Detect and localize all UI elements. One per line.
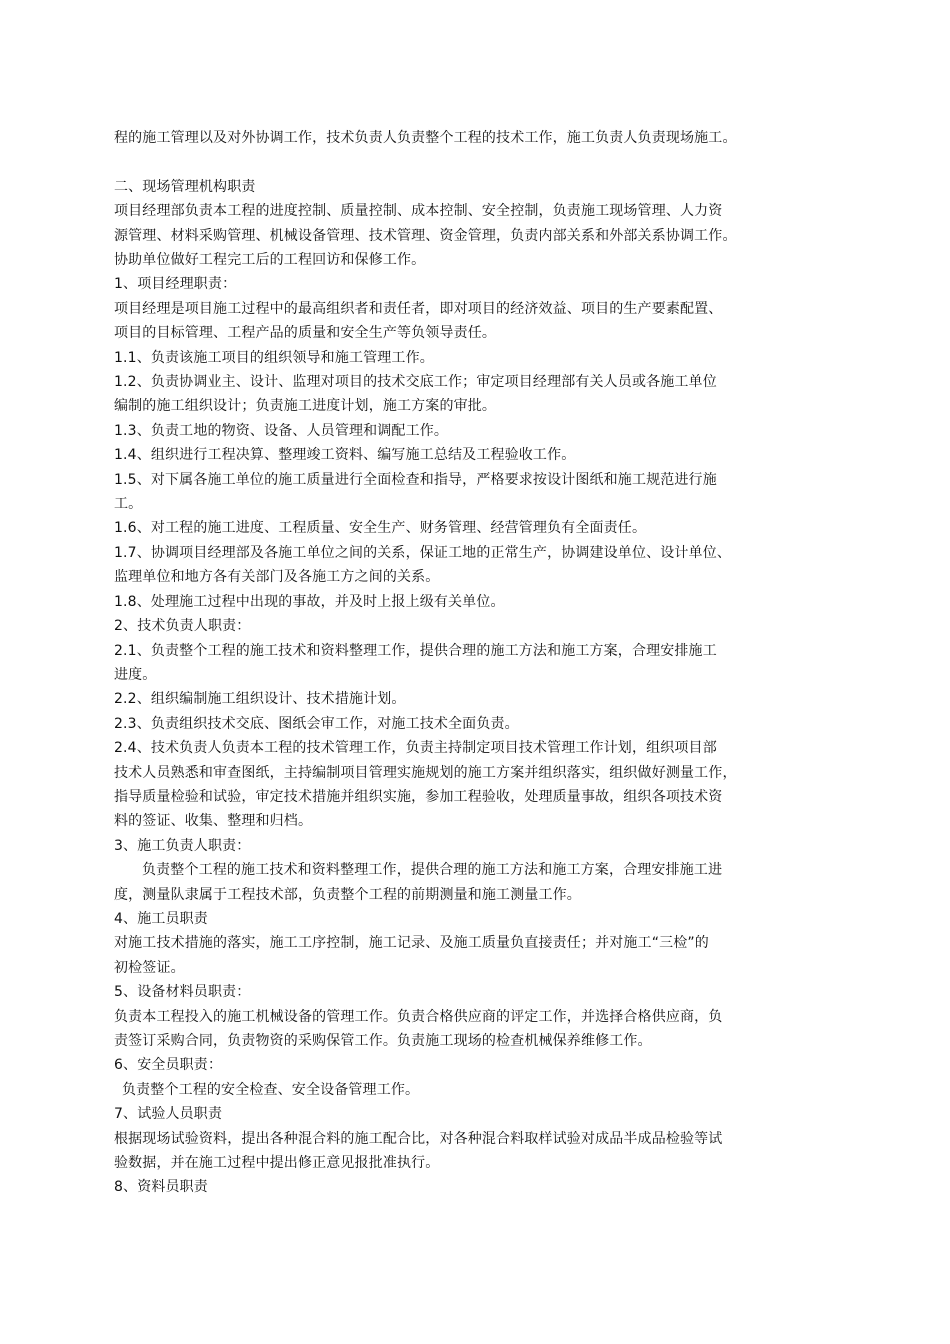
list-item: 1.6、对工程的施工进度、工程质量、安全生产、财务管理、经营管理负有全面责任。 [114,520,647,537]
paragraph-line: 初检签证。 [114,959,185,976]
paragraph-line: 项目的目标管理、工程产品的质量和安全生产等负领导责任。 [114,325,497,342]
list-item: 1.2、负责协调业主、设计、监理对项目的技术交底工作；审定项目经理部有关人员或各施工单位 [114,374,717,391]
subsection-heading: 4、施工员职责 [114,910,208,927]
list-item: 1.3、负责工地的物资、设备、人员管理和调配工作。 [114,422,449,439]
list-item: 2.2、组织编制施工组织设计、技术措施计划。 [114,691,406,708]
list-item: 1.1、负责该施工项目的组织领导和施工管理工作。 [114,349,434,366]
paragraph-line: 源管理、材料采购管理、机械设备管理、技术管理、资金管理，负责内部关系和外部关系协调工作。 [114,227,737,244]
subsection-heading: 1、项目经理职责： [114,276,237,293]
list-item: 2.3、负责组织技术交底、图纸会审工作，对施工技术全面负责。 [114,715,519,732]
list-item-continuation: 监理单位和地方各有关部门及各施工方之间的关系。 [114,569,440,586]
paragraph-line: 程的施工管理以及对外协调工作，技术负责人负责整个工程的技术工作，施工负责人负责现场施工。 [114,130,737,146]
paragraph-line: 项目经理部负责本工程的进度控制、质量控制、成本控制、安全控制，负责施工现场管理、人力资 [114,203,723,220]
subsection-heading: 3、施工负责人职责： [114,837,251,854]
section-heading: 二、现场管理机构职责 [114,178,256,195]
subsection-heading: 7、试验人员职责 [114,1106,223,1123]
list-item: 2.1、负责整个工程的施工技术和资料整理工作，提供合理的施工方法和施工方案，合理安排施工 [114,642,717,659]
list-item: 2.4、技术负责人负责本工程的技术管理工作，负责主持制定项目技术管理工作计划，组织项目部 [114,740,717,757]
paragraph-line: 协助单位做好工程完工后的工程回访和保修工作。 [114,252,426,269]
list-item-continuation: 指导质量检验和试验，审定技术措施并组织实施，参加工程验收，处理质量事故，组织各项技术资 [114,788,723,805]
list-item: 1.5、对下属各施工单位的施工质量进行全面检查和指导，严格要求按设计图纸和施工规范进行施 [114,471,717,488]
paragraph-line: 项目经理是项目施工过程中的最高组织者和责任者，即对项目的经济效益、项目的生产要素配置、 [114,300,723,317]
list-item-continuation: 料的签证、收集、整理和归档。 [114,813,313,830]
paragraph-line: 负责本工程投入的施工机械设备的管理工作。负责合格供应商的评定工作，并选择合格供应商，负 [114,1008,723,1025]
paragraph-line: 度，测量队隶属于工程技术部，负责整个工程的前期测量和施工测量工作。 [114,886,581,903]
list-item-continuation: 技术人员熟悉和审查图纸，主持编制项目管理实施规划的施工方案并组织落实，组织做好测量工作， [114,764,737,781]
list-item-continuation: 工。 [114,496,143,513]
list-item-continuation: 编制的施工组织设计；负责施工进度计划，施工方案的审批。 [114,398,497,415]
subsection-heading: 5、设备材料员职责： [114,984,251,1001]
subsection-heading: 2、技术负责人职责： [114,618,251,635]
paragraph-line: 对施工技术措施的落实，施工工序控制，施工记录、及施工质量负直接责任；并对施工“三检”的 [114,935,709,952]
list-item: 1.4、组织进行工程决算、整理竣工资料、编写施工总结及工程验收工作。 [114,447,576,464]
paragraph-line: 负责整个工程的安全检查、安全设备管理工作。 [122,1081,420,1098]
paragraph-line: 责签订采购合同，负责物资的采购保管工作。负责施工现场的检查机械保养维修工作。 [114,1033,652,1050]
list-item: 1.8、处理施工过程中出现的事故，并及时上报上级有关单位。 [114,593,505,610]
subsection-heading: 6、安全员职责： [114,1057,223,1074]
paragraph-line: 根据现场试验资料，提出各种混合料的施工配合比，对各种混合料取样试验对成品半成品检验等试 [114,1130,723,1147]
paragraph-line: 负责整个工程的施工技术和资料整理工作，提供合理的施工方法和施工方案，合理安排施工进 [142,862,723,879]
list-item-continuation: 进度。 [114,666,157,683]
list-item: 1.7、协调项目经理部及各施工单位之间的关系，保证工地的正常生产，协调建设单位、设计单位、 [114,544,732,561]
subsection-heading: 8、资料员职责 [114,1179,208,1196]
paragraph-line: 验数据，并在施工过程中提出修正意见报批准执行。 [114,1155,440,1172]
blank-line [114,150,844,174]
document-body [114,126,844,1200]
